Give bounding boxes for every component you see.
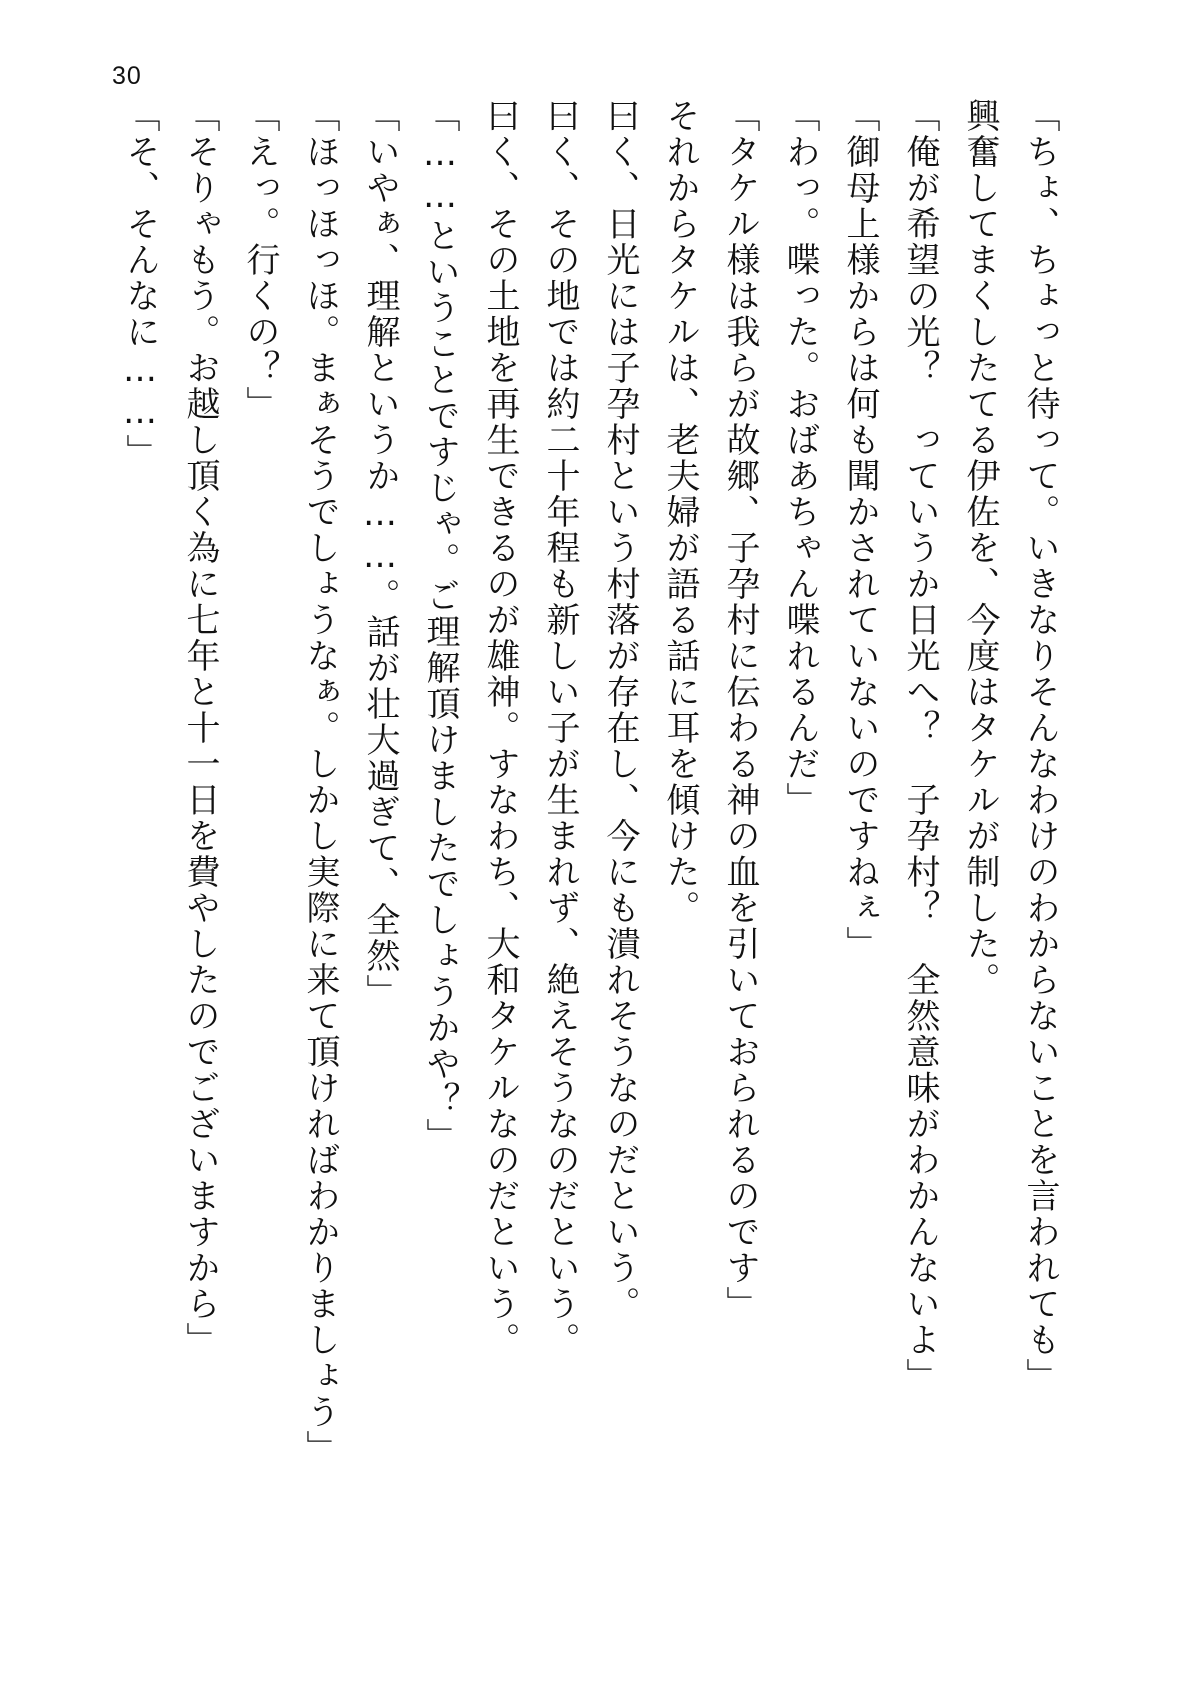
text-line: 「ほっほっほ。まぁそうでしょうなぁ。しかし実際に来て頂ければわかりましょう」 xyxy=(300,98,340,1466)
text-line: 「タケル様は我らが故郷、子孕村に伝わる神の血を引いておられるのです」 xyxy=(720,98,760,1322)
text-line: 「そりゃもう。お越し頂く為に七年と十一日を費やしたのでございますから」 xyxy=(180,98,220,1358)
text-line: 曰く、その地では約二十年程も新しい子が生まれず、絶えそうなのだという。 xyxy=(540,98,580,1358)
text-line: それからタケルは、老夫婦が語る話に耳を傾けた。 xyxy=(660,98,700,926)
text-line: 「……ということですじゃ。ご理解頂けましたでしょうかや？」 xyxy=(420,98,460,1154)
text-line: 「わっ。喋った。おばあちゃん喋れるんだ」 xyxy=(780,98,820,818)
text-line: 「いやぁ、理解というか……。話が壮大過ぎて、全然」 xyxy=(360,98,400,1010)
text-line: 「御母上様からは何も聞かされていないのですねぇ」 xyxy=(840,98,880,962)
text-line: 興奮してまくしたてる伊佐を、今度はタケルが制した。 xyxy=(960,98,1000,998)
novel-text-body xyxy=(110,98,1070,1578)
text-line: 「俺が希望の光？ っていうか日光へ？ 子孕村？ 全然意味がわかんないよ」 xyxy=(900,98,940,1394)
text-line: 「ちょ、ちょっと待って。いきなりそんなわけのわからないことを言われても」 xyxy=(1020,98,1060,1394)
page-number: 30 xyxy=(112,62,142,90)
text-line: 曰く、日光には子孕村という村落が存在し、今にも潰れそうなのだという。 xyxy=(600,98,640,1322)
text-line: 「えっ。行くの？」 xyxy=(240,98,280,422)
text-line: 曰く、その土地を再生できるのが雄神。すなわち、大和タケルなのだという。 xyxy=(480,98,520,1358)
text-line: 「そ、そんなに……」 xyxy=(120,98,160,470)
